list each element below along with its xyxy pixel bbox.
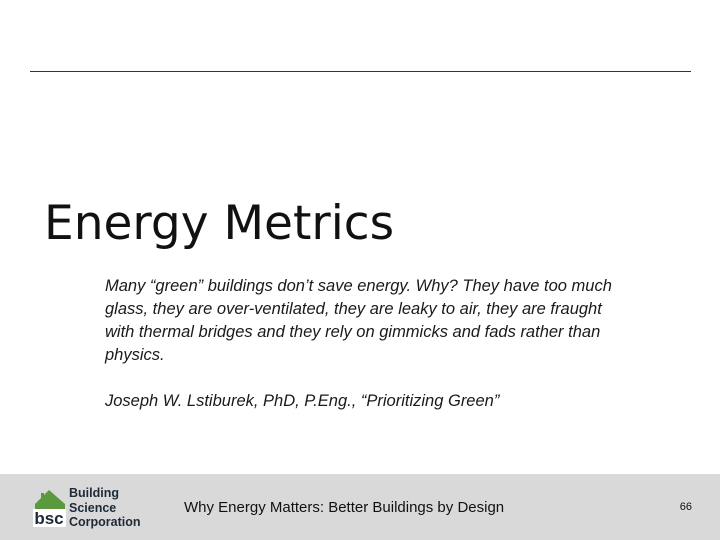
logo-mark-text: bsc (34, 509, 64, 528)
quote-attribution: Joseph W. Lstiburek, PhD, P.Eng., “Prioritizing Green” (105, 392, 500, 410)
logo-line-building: Building (69, 486, 119, 500)
bsc-logo-mark (32, 487, 66, 529)
quote-block (105, 275, 625, 413)
logo-line-science: Science (69, 500, 117, 515)
top-divider (30, 71, 691, 72)
logo-wordmark (69, 486, 141, 530)
logo-line-corporation: Corporation (69, 515, 141, 529)
footer-bar (0, 474, 720, 540)
slide-title: Energy Metrics (44, 196, 395, 251)
footer-caption: Why Energy Matters: Better Buildings by Design (184, 499, 505, 516)
bsc-logo (32, 487, 147, 529)
quote-text: Many “green” buildings don’t save energy. Why? They have too much glass, they are over-ventilated, they are leaky to air, they are fraught with thermal bridges and they rely on gimmicks and fads rather than physics. (105, 277, 612, 364)
page-number: 66 (679, 501, 692, 513)
